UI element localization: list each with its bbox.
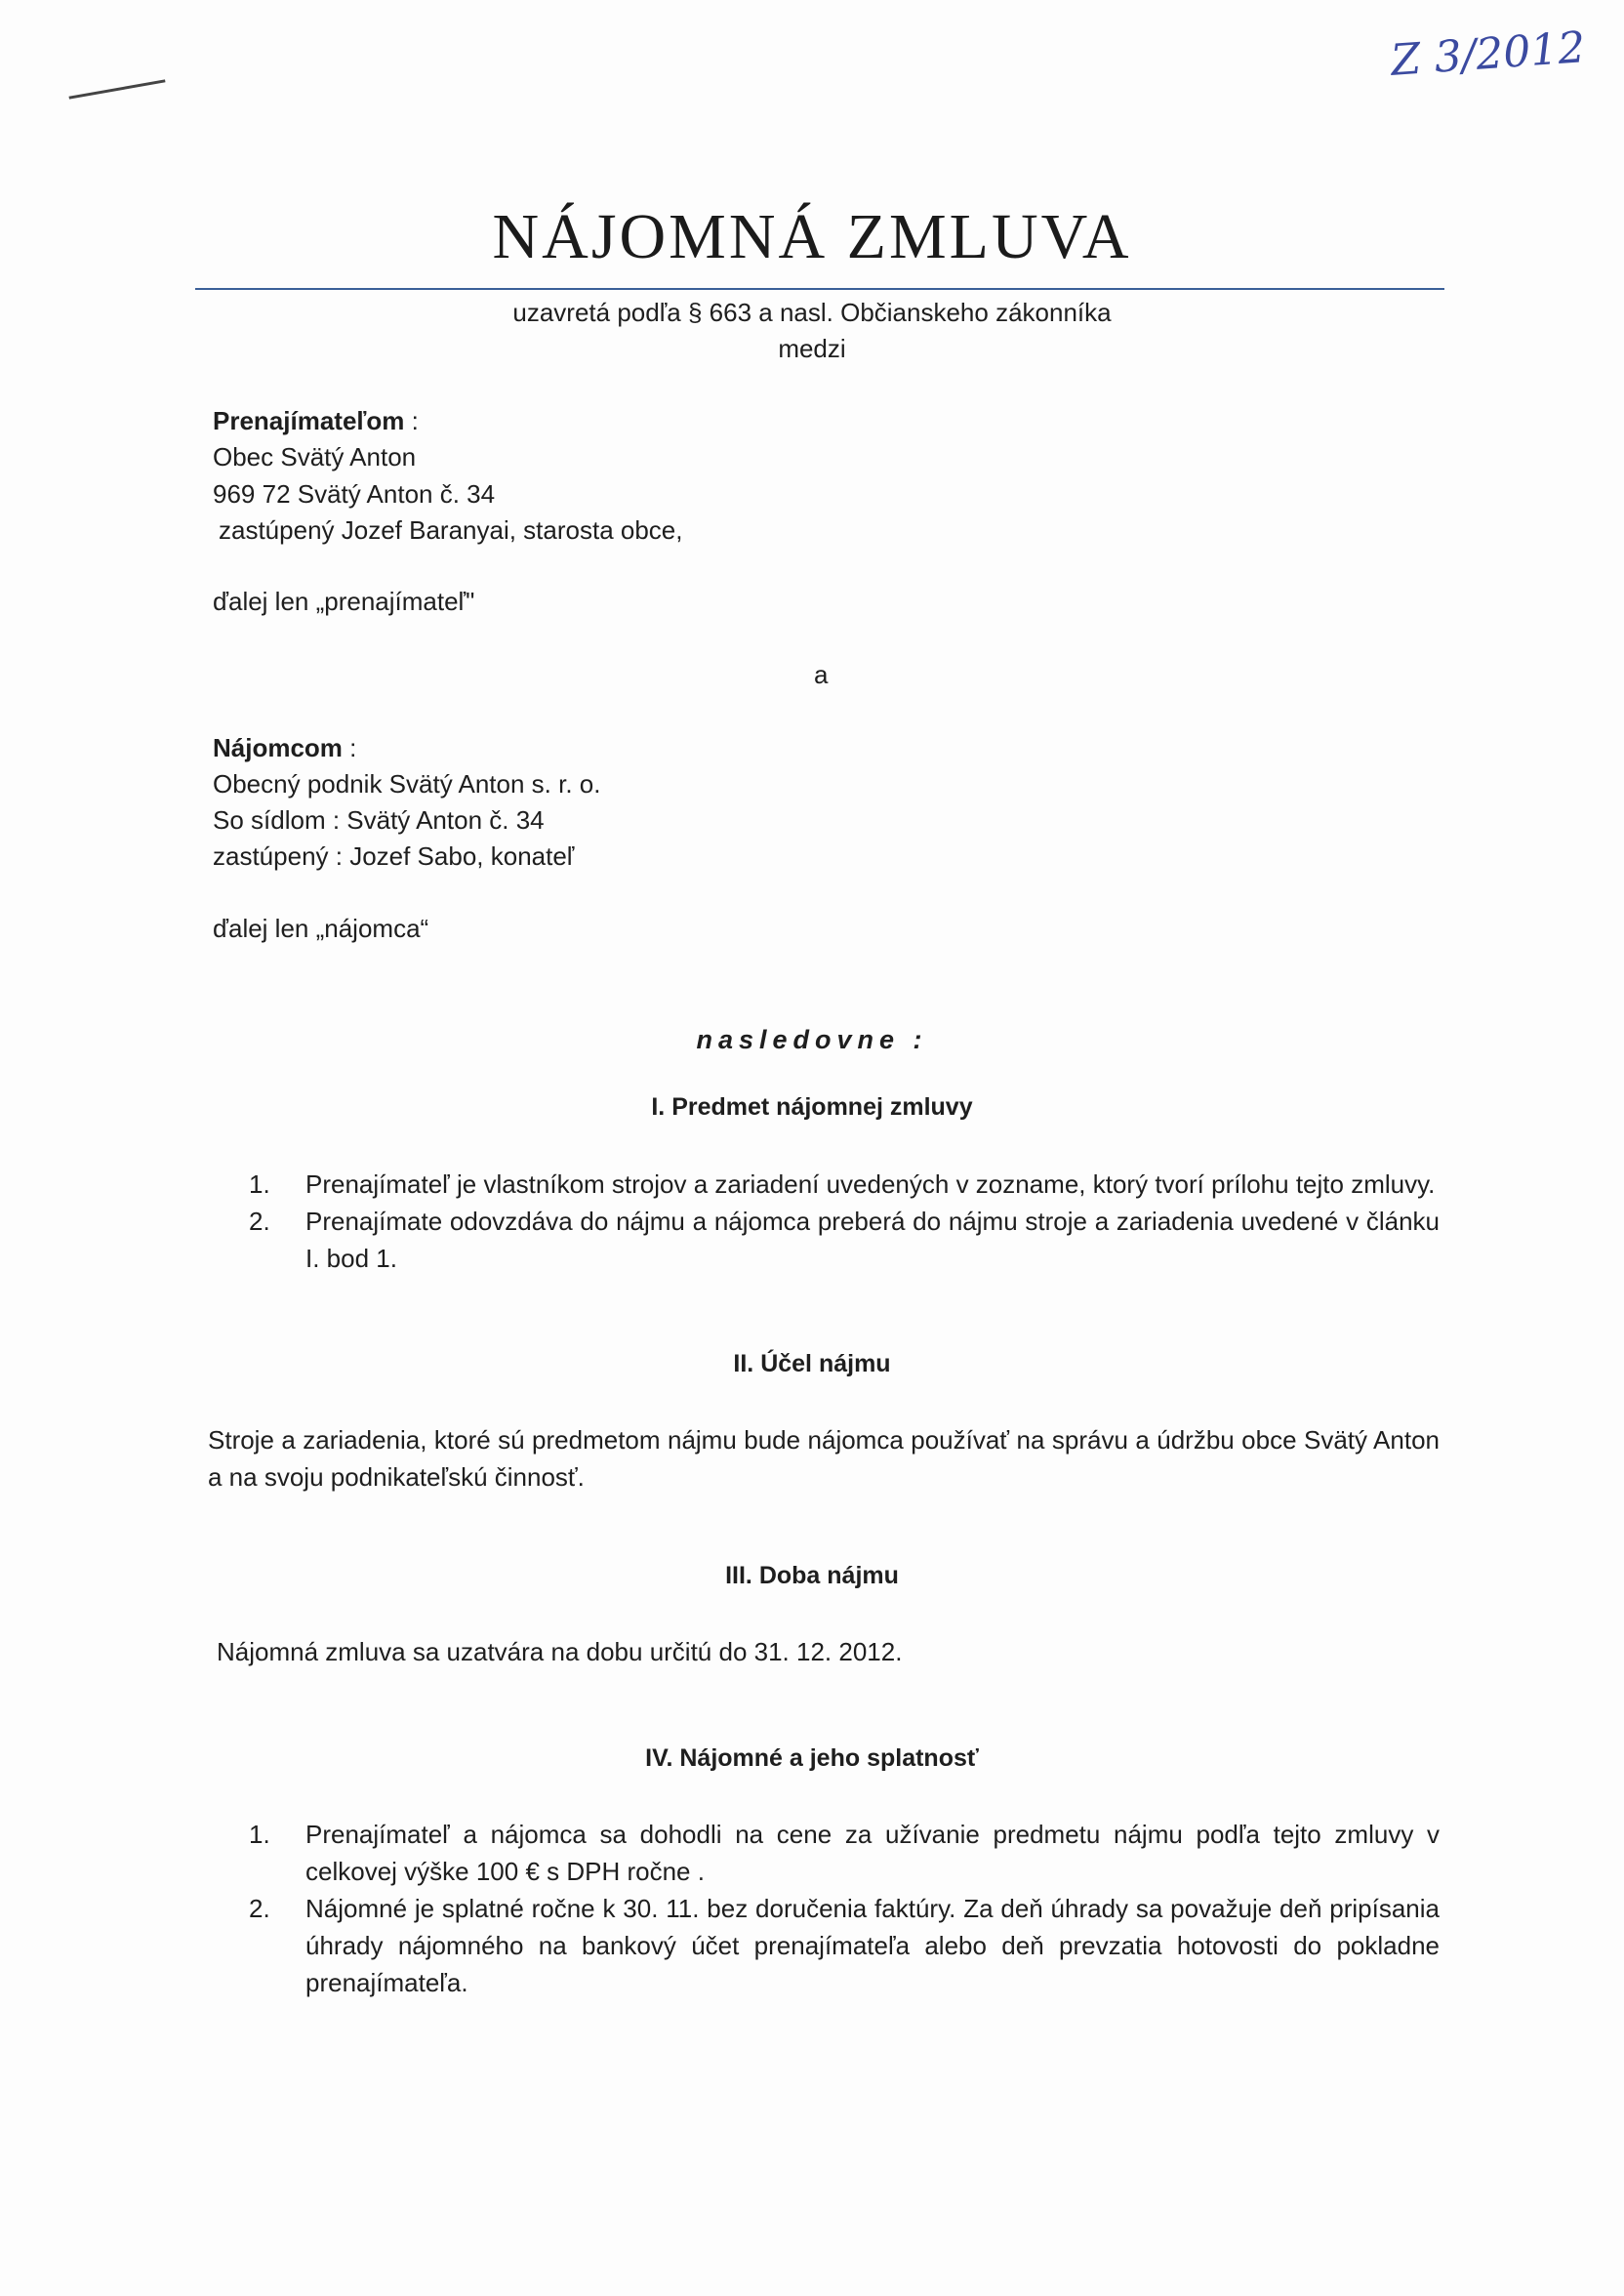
section-1-list	[249, 1166, 1440, 1277]
lessor-representative: zastúpený Jozef Baranyai, starosta obce,	[219, 515, 683, 545]
section-4-list	[249, 1816, 1440, 2001]
lessee-label: Nájomcom	[213, 733, 343, 762]
lessor-label: Prenajímateľom	[213, 406, 405, 435]
scan-mark	[68, 79, 165, 99]
list-item-number: 2.	[249, 1207, 270, 1236]
lessee-heading	[213, 729, 356, 766]
lessee-representative: zastúpený : Jozef Sabo, konateľ	[213, 841, 575, 871]
lessor-alias: ďalej len „prenajímateľ"	[213, 587, 475, 616]
section-3-text: Nájomná zmluva sa uzatvára na dobu určitú do 31. 12. 2012.	[217, 1637, 903, 1666]
connector-and: a	[814, 660, 829, 689]
lessee-name: Obecný podnik Svätý Anton s. r. o.	[213, 769, 601, 799]
section-3-heading: III. Doba nájmu	[725, 1562, 899, 1589]
list-item-text: Prenajímate odovzdáva do nájmu a nájomca preberá do nájmu stroje a zariadenia uvedené v článku I. bod 1.	[305, 1207, 1440, 1273]
lessee-alias: ďalej len „nájomca“	[213, 914, 429, 943]
section-4-heading: IV. Nájomné a jeho splatnosť	[645, 1744, 979, 1772]
document-title: NÁJOMNÁ ZMLUVA	[492, 201, 1132, 272]
list-item-text: Nájomné je splatné ročne k 30. 11. bez doručenia faktúry. Za deň úhrady sa považuje deň pripísania úhrady nájomného na bankový účet prenajímateľa alebo deň prevzatia hotovosti do pokladne prenajímateľa.	[305, 1894, 1440, 1997]
document-subtitle: uzavretá podľa § 663 a nasl. Občianskeho zákonníka	[512, 298, 1112, 327]
list-item-number: 1.	[249, 1820, 270, 1849]
list-item-number: 2.	[249, 1894, 270, 1923]
lessor-name: Obec Svätý Anton	[213, 442, 417, 472]
list-item-text: Prenajímateľ je vlastníkom strojov a zariadení uvedených v zozname, ktorý tvorí prílohu tejto zmluvy.	[305, 1169, 1436, 1199]
lessee-label-colon: :	[342, 733, 357, 762]
title-underline	[195, 288, 1444, 290]
list-item	[249, 1203, 1440, 1277]
list-item	[249, 1166, 1440, 1203]
list-item	[249, 1816, 1440, 1890]
handwritten-reference: Z 3/2012	[1389, 22, 1587, 86]
list-item-number: 1.	[249, 1169, 270, 1199]
intro-nasledovne: nasledovne :	[696, 1025, 928, 1054]
list-item	[249, 1890, 1440, 2001]
lessor-address: 969 72 Svätý Anton č. 34	[213, 479, 496, 509]
list-item-text: Prenajímateľ a nájomca sa dohodli na cene za užívanie predmetu nájmu podľa tejto zmluvy v celkovej výške 100 € s DPH ročne .	[305, 1820, 1440, 1886]
lessor-label-colon: :	[404, 406, 419, 435]
section-2-text: Stroje a zariadenia, ktoré sú predmetom nájmu bude nájomca používať na správu a údržbu obce Svätý Anton a na svoju podnikateľskú činnosť.	[208, 1425, 1440, 1492]
section-1-heading: I. Predmet nájomnej zmluvy	[651, 1093, 973, 1121]
lessor-heading	[213, 402, 419, 439]
between-word: medzi	[778, 334, 846, 363]
lessee-address: So sídlom : Svätý Anton č. 34	[213, 805, 545, 835]
section-2-heading: II. Účel nájmu	[733, 1350, 891, 1377]
